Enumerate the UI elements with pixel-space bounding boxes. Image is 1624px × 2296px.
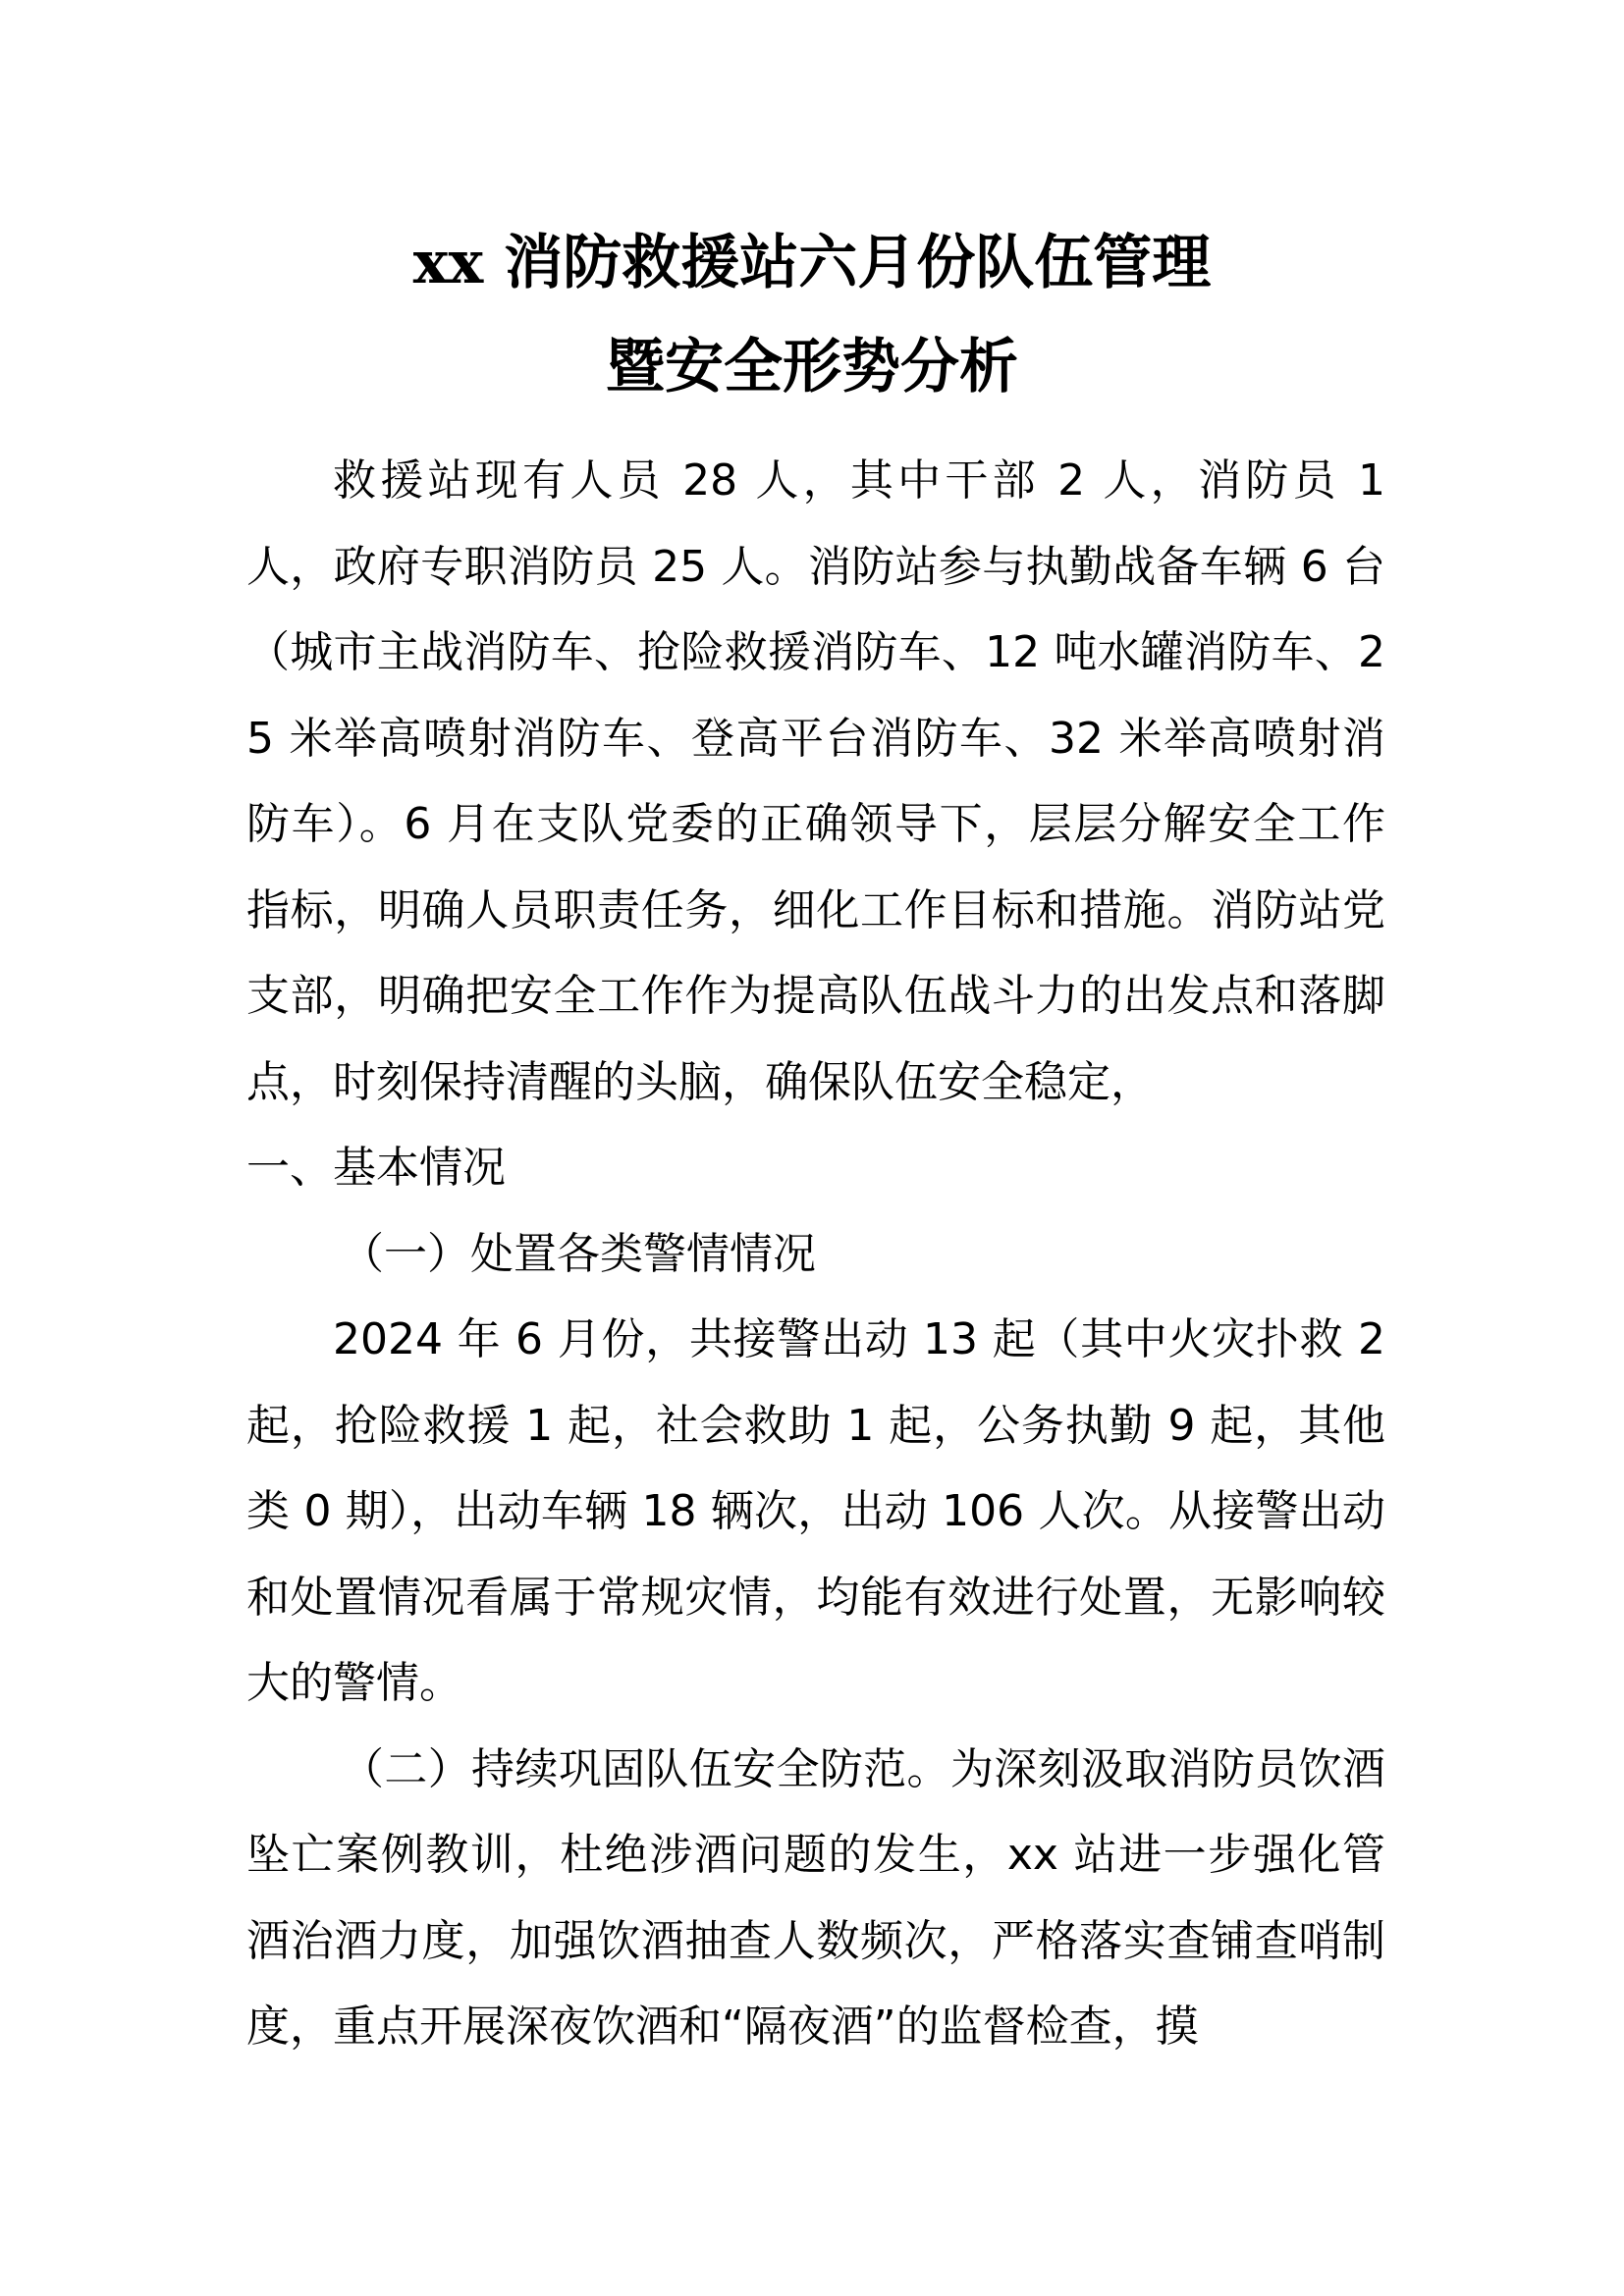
paragraph-safety-prevention: （二）持续巩固队伍安全防范。为深刻汲取消防员饮酒坠亡案例教训，杜绝涉酒问题的发生，xx 站进一步强化管酒治酒力度，加强饮酒抽查人数频次，严格落实查铺查哨制度，重点开展深夜饮酒和“隔夜酒”的监督检查，摸 [246,1743,1385,2052]
document-title-line-2: 暨安全形势分析 [606,333,1018,401]
document-title-line-1: xx 消防救援站六月份队伍管理 [412,229,1212,297]
section-heading-basic-situation: 一、基本情况 [246,1143,506,1193]
subsection-heading-alarm-handling: （一）处置各类警情情况 [341,1228,816,1279]
document-body [246,438,1385,2070]
paragraph-alarm-statistics: 2024 年 6 月份，共接警出动 13 起（其中火灾扑救 2 起，抢险救援 1 起，社会救助 1 起，公务执勤 9 起，其他类 0 期），出动车辆 18 辆次，出动 106 人次。从接警出动和处置情况看属于常规灾情，均能有效进行处置，无影响较大的警情。 [246,1314,1385,1708]
paragraph-overview: 救援站现有人员 28 人，其中干部 2 人，消防员 1 人，政府专职消防员 25 人。消防站参与执勤战备车辆 6 台（城市主战消防车、抢险救援消防车、12 吨水罐消防车、25 米举高喷射消防车、登高平台消防车、32 米举高喷射消防车）。6 月在支队党委的正确领导下，层层分解安全工作指标，明确人员职责任务，细化工作目标和措施。消防站党支部，明确把安全工作作为提高队伍战斗力的出发点和落脚点，时刻保持清醒的头脑，确保队伍安全稳定， [246,455,1385,1107]
